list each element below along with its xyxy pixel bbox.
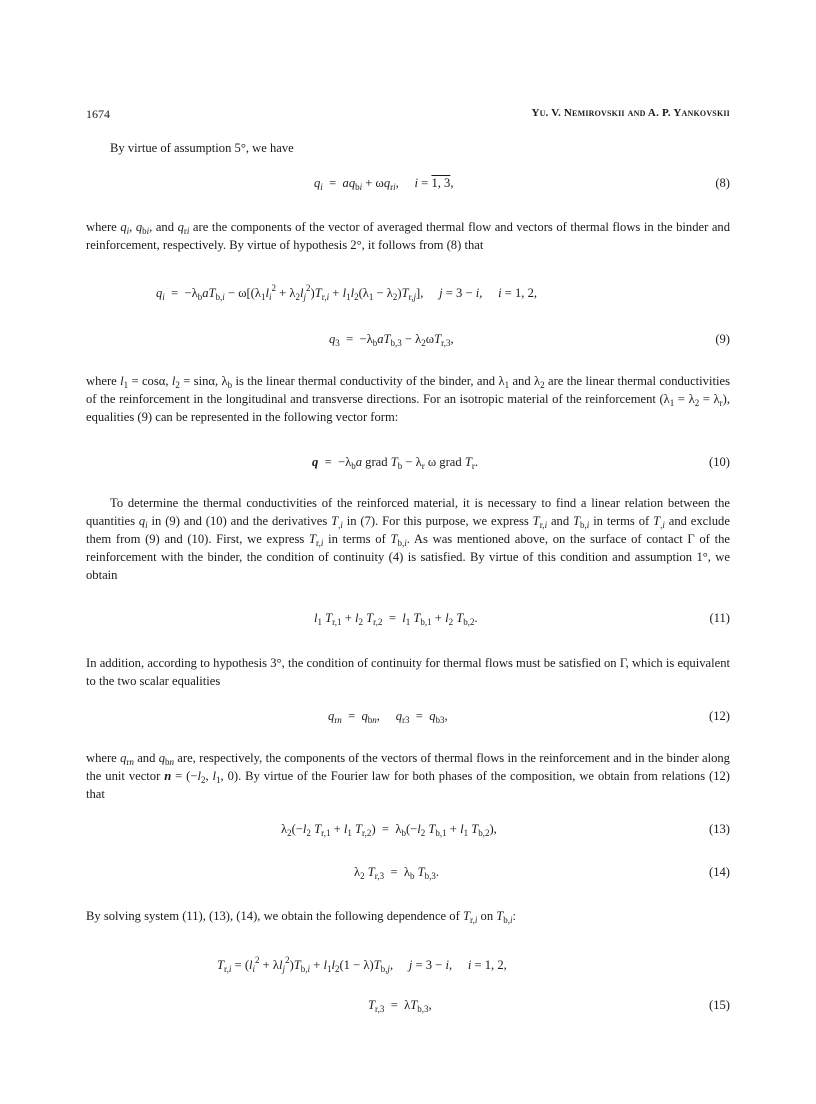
equation-10-number: (10) [709, 455, 730, 469]
equation-15 [86, 994, 730, 1016]
equation-13-body: $\lambda_2(-l_2$ $T_{r,1} + l_1$ $T_{r,2}) = \lambda_b(-l_2$ $T_{b,1} + l_1$ $T_{b,2}$), [281, 822, 497, 838]
equation-9-body-1: $q_i = -\lambda_baT_{b,i} - \omega[(\lambda_1l_i^2 + \lambda_2l_j^2)T_{r,i} + l_1l_2(\lambda_1 - \lambda_2)T_{r,j}]$, j = 3 − i, i = 1, 2, [156, 283, 538, 302]
paragraph-7: By solving system (11), (13), (14), we obtain the following dependence of $T_{r,i}$ on $T_{b,i}$: [86, 909, 517, 925]
equation-15-number: (15) [709, 998, 730, 1012]
paragraph-4: To determine the thermal conductivities of the reinforced material, it is necessary to find a linear relation between the quantities $q_i$ in (9) and (10) and the derivatives $T_{,i}$ in (7). For this purpose, we express $T_{r,i}$ and $T_{b,i}$ in terms of $T_{,i}$ and exclude them from (9) and (10). First, we express $T_{r,i}$ in terms of $T_{b,i}$. As was mentioned above, on the surface of contact Γ of the reinforcement with the binder, the condition of continuity (4) is satisfied. By virtue of this condition and assumption 1°, we obtain [86, 496, 730, 582]
equation-8 [86, 172, 730, 194]
paragraph-3: where $l_1 = \cos\alpha$, $l_2 = \sin\alpha$, $\lambda_b$ is the linear thermal conductivity of the binder, and $\lambda_1$ and $\lambda_2$ are the linear thermal conductivities of the reinforcement in the longitudinal and transverse directions. For an isotropic material of the reinforcement $(\lambda_1 = \lambda_2 = \lambda_r)$, equalities (9) can be represented in the following vector form: [86, 374, 730, 424]
equation-10 [86, 451, 730, 473]
equation-15-line-1 [86, 954, 730, 976]
equation-9-number: (9) [715, 332, 730, 346]
paragraph-6: where $q_{rn}$ and $q_{bn}$ are, respectively, the components of the vectors of thermal flows in the reinforcement and in the binder along the unit vector $n = (-l_2$, $l_1$, 0). By virtue of the Fourier law for both phases of the composition, we obtain from relations (12) that [86, 751, 730, 801]
equation-11-number: (11) [709, 611, 730, 625]
equation-9-line-1 [86, 282, 730, 304]
equation-14 [86, 861, 730, 883]
equation-11 [86, 607, 730, 629]
equation-8-body: $q_i = aq_{bi} + \omega q_{ri}$, i = 1, 3, [314, 176, 454, 192]
equation-15-body-1: $T_{r,i} = (l_i^2 + \lambda l_j^2)T_{b,i} + l_1l_2(1 - \lambda)T_{b,j}$, j = 3 − i, i = 1, 2, [217, 955, 507, 974]
equation-11-body: $l_1$ $T_{r,1} + l_2$ $T_{r,2} = l_1$ $T_{b,1} + l_2$ $T_{b,2}$. [314, 611, 478, 627]
running-header-authors: Yu. V. Nemirovskii and A. P. Yankovskii [531, 107, 730, 119]
paragraph-5: In addition, according to hypothesis 3°, the condition of continuity for thermal flows must be satisfied on Γ, which is equivalent to the two scalar equalities [86, 656, 730, 688]
equation-9 [86, 328, 730, 350]
equation-9-body-2: $q_3 = -\lambda_baT_{b,3} - \lambda_2\omega T_{r,3}$, [329, 332, 454, 348]
equation-12-number: (12) [709, 709, 730, 723]
equation-13-number: (13) [709, 822, 730, 836]
equation-13 [86, 818, 730, 840]
equation-10-body: $q = -\lambda_ba$ grad $T_b - \lambda_r$ ω grad $T_r$. [312, 455, 479, 471]
page-number: 1674 [86, 107, 110, 121]
equation-14-number: (14) [709, 865, 730, 879]
paragraph-1: By virtue of assumption 5°, we have [110, 141, 294, 155]
equation-8-number: (8) [715, 176, 730, 190]
equation-12-body: $q_{rn} = q_{bn}$, $q_{r3} = q_{b3}$, [328, 709, 448, 725]
equation-14-body: $\lambda_2$ $T_{r,3} = \lambda_b$ $T_{b,3}$. [354, 865, 440, 881]
equation-15-body-2: $T_{r,3} = \lambda T_{b,3}$, [368, 998, 432, 1014]
equation-12 [86, 705, 730, 727]
paragraph-2: where $q_i$, $q_{bi}$, and $q_{ri}$ are the components of the vector of averaged thermal flow and vectors of thermal flows in the binder and reinforcement, respectively. By virtue of hypothesis 2°, it follows from (8) that [86, 220, 731, 252]
